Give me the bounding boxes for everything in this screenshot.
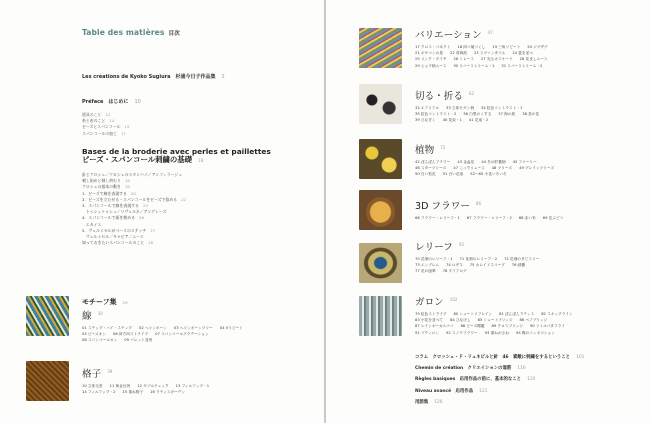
list-item[interactable]: 糸と布のこと 14 (82, 118, 115, 124)
cut-fold-section (415, 88, 546, 124)
list-item[interactable]: 42 ぽんぽんフラワー 43 金盃花 44 冬の貯蓄柄 45 フリーリー (415, 160, 537, 164)
extras-list (415, 352, 584, 408)
list-item[interactable]: 77 花の風華 78 ダイアログ (415, 269, 467, 274)
list-item[interactable]: Chemin de création クリエイションの道筋 116 (415, 366, 526, 372)
list-item[interactable]: 87 レインボーカルナバ 88 ビーズ聞籠 89 クロスブリッジ 90 リトルバタフライ (415, 324, 565, 329)
section-title[interactable]: レリーフ $^{92}$ (415, 242, 464, 253)
toc-title (82, 28, 180, 37)
bases-list (82, 172, 186, 246)
list-item[interactable]: 知っておきたいスパンコールのこと 28 (82, 240, 154, 246)
list-item[interactable]: 2．ビーズを立たせる・スパンコールをビーズで留める 22 (82, 196, 187, 202)
bases-title-fr: Bases de la broderie avec perles et paillettes (82, 147, 271, 156)
list-item[interactable]: 46 スターツリーズ 47 こっでリュース 48 ツリーズ 49 グレインツリーズ (415, 166, 555, 171)
plants-thumbnail[interactable] (359, 139, 402, 179)
grid-motif-thumbnail[interactable] (26, 361, 69, 401)
list-item[interactable]: スパンコールの加工 17 (82, 130, 126, 136)
list-item[interactable]: 3．スパンコールで線を表現する 23 (82, 203, 148, 209)
section-title[interactable]: 切る・折る $^{62}$ (415, 91, 475, 102)
list-item[interactable]: 73 エンブレム 74 ロザス 75 カレイドスコープ 76 絨嚢 (415, 263, 526, 268)
list-item[interactable]: 21 ボヤマンの星 22 青海波 23 スヴァンタイル 24 菱を並べ (415, 51, 533, 56)
galon-section (415, 294, 580, 336)
bases-heading[interactable] (82, 148, 271, 166)
list-item[interactable]: ヴェルミセル／キャビア／ムース (82, 234, 144, 240)
list-item[interactable]: 01 ステップ・バイ・ステップ 02 ヘリンボーン 03 ヘリンボーンツリー 04 Vリピート (82, 326, 243, 330)
list-item[interactable]: 道具のこと 12 (82, 112, 111, 117)
list-item[interactable]: Règles basiques 応用作品の前に、基本的なこと 120 (415, 377, 536, 383)
list-item[interactable]: 50 白い粒花 51 白い花束 52〜65 小花いろいろ (415, 172, 507, 177)
toc-title-jp: 目次 (168, 31, 180, 37)
section-title[interactable]: 格子 $^{39}$ (82, 369, 113, 380)
list-item[interactable]: 70 花畑のレリーフ・1 71 花畑のレリーフ・2 72 花畑のタピスリー (415, 257, 540, 261)
motifs-page: 29 (122, 300, 128, 305)
flower-3d-section (415, 198, 570, 221)
relief-thumbnail[interactable] (359, 243, 402, 283)
list-item[interactable]: 91 ブティロン 92 スノウフラワー 93 重ねがさね 94 蝶のコンボジション (415, 330, 555, 335)
toc-title-fr: Table des matières (82, 28, 165, 37)
list-item[interactable]: 39 ひなぎく 40 花束・1 41 花束・2 (415, 118, 489, 123)
list-item[interactable]: 08 スパンコールオン 09 パレット並列 (82, 338, 153, 343)
relief-section (415, 239, 546, 275)
creations-label: Les créations de Kyoko Sugiura 杉浦今日子作品集 (82, 74, 216, 80)
flower-3d-thumbnail[interactable] (359, 190, 402, 230)
line-section (82, 308, 250, 344)
plants-section (415, 142, 561, 178)
list-item[interactable]: 1．ビーズで線を表現する 20 (82, 190, 136, 196)
bases-title-jp-line: ビーズ・スパンコール刺繍の基礎 18 (82, 155, 204, 165)
section-title[interactable]: 線 $^{30}$ (82, 311, 103, 322)
section-title[interactable]: 植物 $^{72}$ (415, 145, 446, 156)
list-item[interactable]: 5．ヴェルミセルがベースのステッチ 27 (82, 227, 156, 233)
list-item[interactable]: 83 小花を並べて 84 ひなげし 85 シュートブリッジ 86 ベアブリッジ (415, 318, 548, 323)
list-item[interactable]: エカイユ (82, 221, 102, 227)
list-item[interactable]: 刺し始めと刺し終わり 18 (82, 178, 130, 184)
list-item[interactable]: 05 ビーズオン 06 斜方向ストライプ 07 スパンコールグラデーション (82, 332, 209, 337)
cut-fold-thumbnail[interactable] (359, 84, 402, 124)
preface-entry[interactable] (82, 98, 141, 105)
preface-label: Préface はじめに (82, 99, 129, 105)
list-item[interactable]: 17 クロス・コネクト 18 四つ葉づくし 19 三角リピート 20 ジグザグ (415, 45, 548, 49)
list-item[interactable]: ビーズとスパンコール 15 (82, 124, 130, 130)
tools-list (82, 112, 129, 137)
list-item[interactable]: Niveau avancé 応用作品 121 (415, 388, 488, 394)
variation-section (415, 27, 555, 69)
list-item[interactable]: コラム クロッシェ・ド・リュネビルと針 46 素敵に刺繍をするということ 101 (415, 355, 585, 360)
motifs-label: モチーフ集 (82, 298, 117, 306)
list-item[interactable]: 32 エアリアル 33 立体モダン柄 34 虹色コントラスト・1 (415, 106, 523, 110)
section-title[interactable]: バリエーション $^{47}$ (415, 30, 493, 41)
motifs-heading[interactable] (82, 289, 128, 308)
creations-entry[interactable] (82, 73, 225, 80)
grid-section (82, 366, 216, 395)
list-item[interactable]: 79 虹色ストライプ 80 シュートリフレイン 81 ぽんぽんラティス 82 スキップライン (415, 312, 573, 316)
list-item[interactable]: 用語集 126 (415, 399, 443, 405)
list-item[interactable]: トゥシュトゥシュ／リヴェルネ／アングレーズ (82, 209, 167, 215)
variation-thumbnail[interactable] (359, 28, 402, 68)
list-item[interactable]: クロシェの基本の動き 19 (82, 184, 130, 190)
creations-page: 2 (221, 74, 225, 80)
list-item[interactable]: 針とクロシェ／クロシェのスタンバイ／アンフィラージュ (82, 172, 183, 177)
galon-thumbnail[interactable] (359, 296, 402, 336)
section-title[interactable]: 3D フラワー $^{86}$ (415, 201, 482, 212)
list-item[interactable]: 29 ヒョウ柄ムース 30 リバーストリーム・1 31 リバーストリーム・2 (415, 63, 543, 68)
list-item[interactable]: 25 リンク・ダイヤ 26 トレース 27 光るカスケード 28 花ましムース (415, 57, 548, 62)
list-item[interactable]: 66 フラワー・レリーフ・1 67 フラワー・レリーフ・2 68 赤い実 69 花ぶどう (415, 216, 564, 220)
section-title[interactable]: ガロン $^{102}$ (415, 297, 458, 308)
list-item[interactable]: 14 フィルアップ・2 15 重ね格子 16 ラティスガーデン (82, 390, 186, 395)
preface-page: 10 (134, 99, 141, 105)
line-motif-thumbnail[interactable] (26, 296, 69, 336)
list-item[interactable]: 10 立体交差 11 黄金比列 12 ダブルチェック 13 フィルアップ・1 (82, 384, 210, 388)
list-item[interactable]: 35 虹色コントラスト・2 36 白黒のくす玉 37 海の底 38 星の花 (415, 112, 540, 117)
list-item[interactable]: 4．スパンコールで面を埋める 26 (82, 215, 144, 221)
